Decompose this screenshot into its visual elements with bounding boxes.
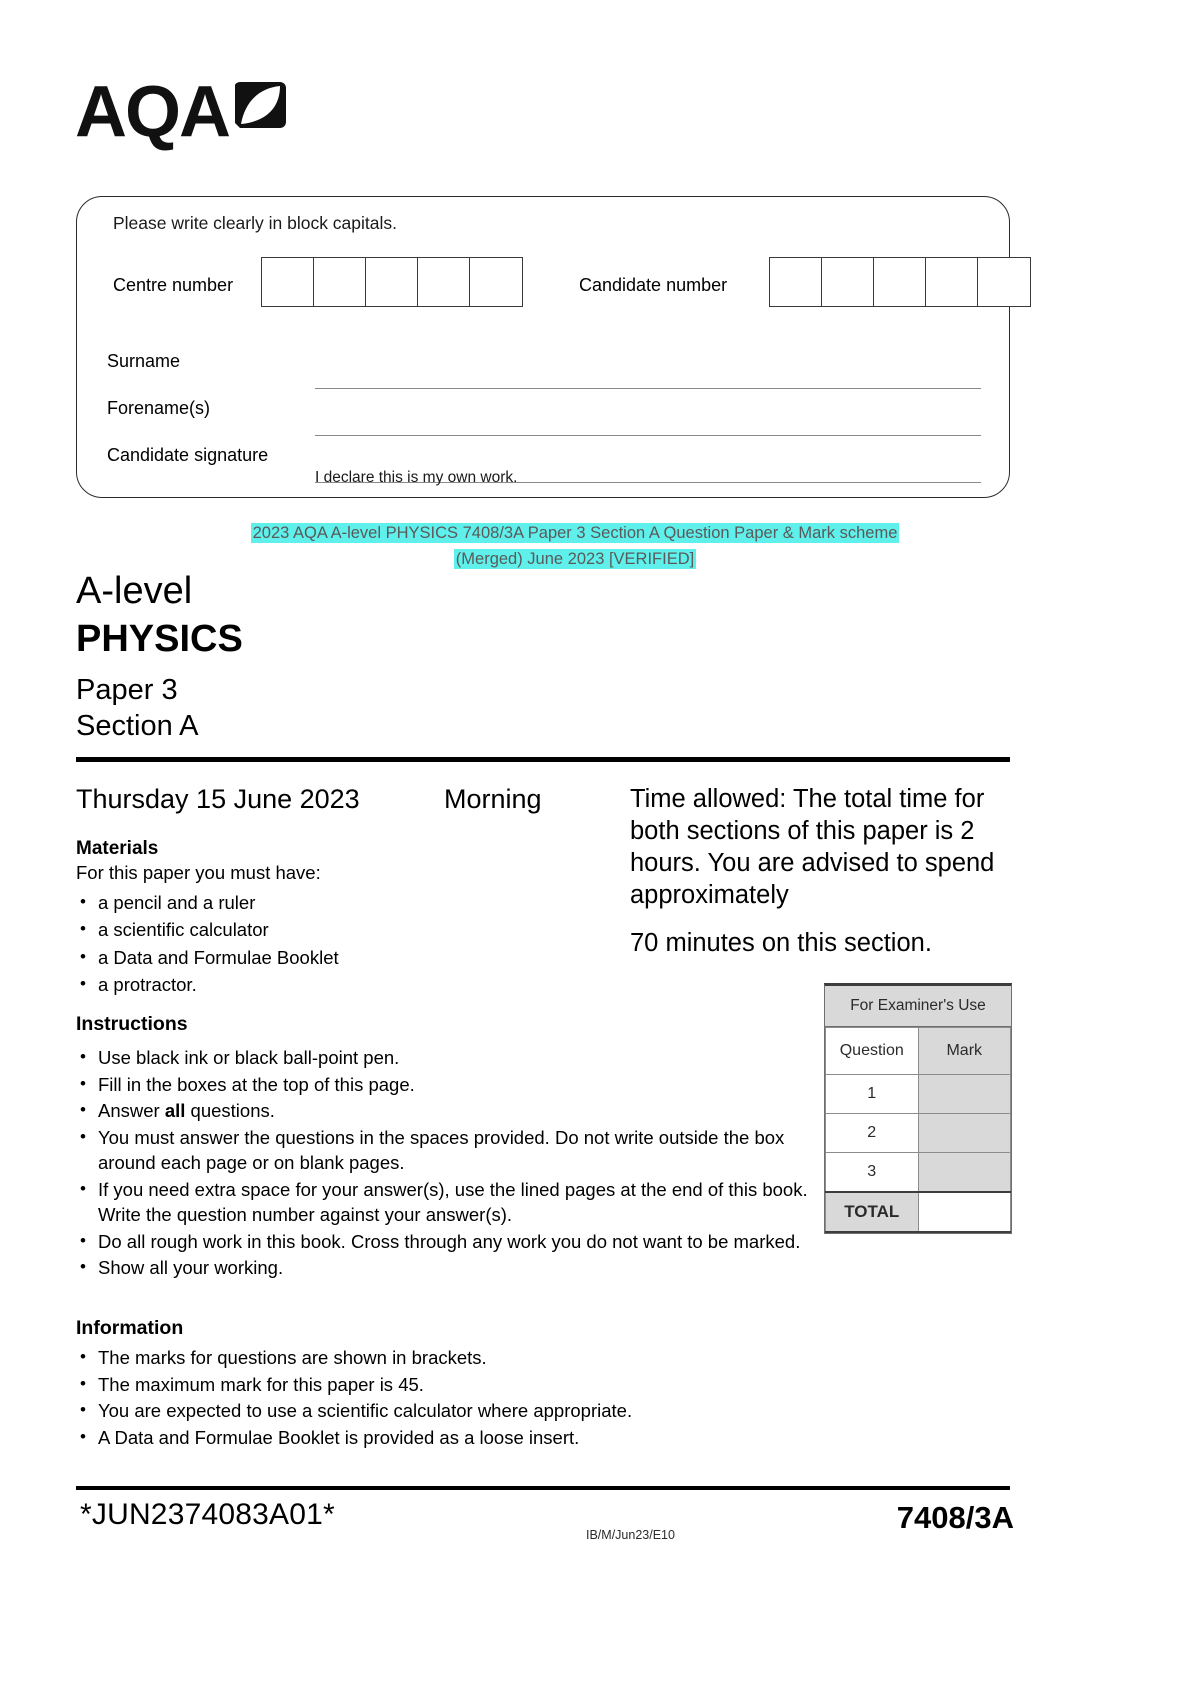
paper-label: Paper 3 xyxy=(76,674,178,706)
forenames-row xyxy=(77,392,1009,438)
list-item: • Show all your working. xyxy=(76,1255,816,1281)
watermark-line-1: 2023 AQA A-level PHYSICS 7408/3A Paper 3 Section A Question Paper & Mark scheme xyxy=(252,524,898,542)
signature-row xyxy=(77,439,1009,485)
time-allowed-section: 70 minutes on this section. xyxy=(630,928,932,957)
centre-number-cell[interactable] xyxy=(366,258,418,306)
list-item: • Fill in the boxes at the top of this page. xyxy=(76,1072,816,1098)
qualification-level: A-level xyxy=(76,570,193,612)
list-item: • You are expected to use a scientific calculator where appropriate. xyxy=(76,1398,816,1424)
time-allowed xyxy=(630,784,1012,959)
candidate-number-cell[interactable] xyxy=(978,258,1030,306)
section-label: Section A xyxy=(76,710,199,742)
list-item: • A Data and Formulae Booklet is provided as a loose insert. xyxy=(76,1425,816,1451)
centre-number-cell[interactable] xyxy=(418,258,470,306)
candidate-number-cell[interactable] xyxy=(926,258,978,306)
list-item: • If you need extra space for your answer(s), use the lined pages at the end of this book. Write the question number against your answer(s). xyxy=(76,1177,816,1228)
block-capitals-instruction: Please write clearly in block capitals. xyxy=(113,213,398,233)
mark-entry-cell[interactable] xyxy=(918,1153,1011,1193)
paper-code: 7408/3A xyxy=(896,1500,1014,1535)
examiner-table-title: For Examiner's Use xyxy=(825,986,1011,1027)
aqa-logo xyxy=(75,72,287,152)
declaration-text: I declare this is my own work. xyxy=(315,469,518,486)
exam-session: Morning xyxy=(444,784,542,814)
time-allowed-main: Time allowed: The total time for both sections of this paper is 2 hours. You are advised to spend approximately xyxy=(630,785,995,909)
question-number-cell: 1 xyxy=(826,1075,919,1114)
candidate-number-cell[interactable] xyxy=(822,258,874,306)
list-item: • a scientific calculator xyxy=(76,917,506,943)
watermark-line-2: (Merged) June 2023 [VERIFIED] xyxy=(455,549,695,568)
centre-number-cell[interactable] xyxy=(314,258,366,306)
barcode-text: *JUN2374083A01* xyxy=(80,1498,335,1531)
information-list xyxy=(76,1345,816,1451)
candidate-number-label: Candidate number xyxy=(579,275,728,295)
marks-table-row xyxy=(826,1153,1011,1193)
list-item: • a Data and Formulae Booklet xyxy=(76,945,506,971)
question-number-cell: 2 xyxy=(826,1114,919,1153)
examiner-use-table xyxy=(824,983,1012,1234)
footer-divider xyxy=(76,1486,1010,1490)
list-item: • The marks for questions are shown in brackets. xyxy=(76,1345,816,1371)
list-item: • Do all rough work in this book. Cross through any work you do not want to be marked. xyxy=(76,1229,816,1255)
highlighted-watermark xyxy=(150,521,1000,572)
total-label: TOTAL xyxy=(826,1192,919,1232)
candidate-number-cell[interactable] xyxy=(770,258,822,306)
candidate-details-box xyxy=(76,196,1010,498)
centre-number-cell[interactable] xyxy=(470,258,522,306)
marks-table xyxy=(825,1027,1011,1233)
exam-date: Thursday 15 June 2023 xyxy=(76,784,360,814)
surname-input[interactable] xyxy=(315,388,981,389)
subject-title: PHYSICS xyxy=(76,618,243,660)
forenames-input[interactable] xyxy=(315,435,981,436)
list-item: • The maximum mark for this paper is 45. xyxy=(76,1372,816,1398)
aqa-logo-text: AQA xyxy=(75,72,229,152)
candidate-signature-label: Candidate signature xyxy=(107,445,269,465)
marks-table-row xyxy=(826,1075,1011,1114)
mark-entry-cell[interactable] xyxy=(918,1075,1011,1114)
question-number-cell: 3 xyxy=(826,1153,919,1193)
forenames-label: Forename(s) xyxy=(107,398,211,418)
surname-label: Surname xyxy=(107,351,181,371)
materials-subheading: For this paper you must have: xyxy=(76,862,321,883)
mark-entry-cell[interactable] xyxy=(918,1114,1011,1153)
centre-number-input[interactable] xyxy=(261,257,523,307)
marks-table-row xyxy=(826,1114,1011,1153)
ib-code: IB/M/Jun23/E10 xyxy=(586,1528,675,1542)
centre-number-label: Centre number xyxy=(113,275,234,295)
header-divider xyxy=(76,757,1010,762)
total-mark-cell[interactable] xyxy=(918,1192,1011,1232)
candidate-number-cell[interactable] xyxy=(874,258,926,306)
instructions-heading: Instructions xyxy=(76,1013,188,1035)
leaf-mark-icon xyxy=(235,80,287,137)
list-item: • a pencil and a ruler xyxy=(76,890,506,916)
column-header-question: Question xyxy=(826,1028,919,1075)
information-heading: Information xyxy=(76,1317,184,1339)
number-row xyxy=(77,257,1009,317)
list-item: • You must answer the questions in the spaces provided. Do not write outside the box around each page or on blank pages. xyxy=(76,1125,816,1176)
marks-table-total-row xyxy=(826,1192,1011,1232)
marks-table-header-row xyxy=(826,1028,1011,1075)
list-item: • a protractor. xyxy=(76,972,506,998)
materials-heading: Materials xyxy=(76,838,159,859)
surname-row xyxy=(77,345,1009,391)
instructions-list xyxy=(76,1045,816,1282)
candidate-number-input[interactable] xyxy=(769,257,1031,307)
centre-number-cell[interactable] xyxy=(262,258,314,306)
list-item: • Use black ink or black ball-point pen. xyxy=(76,1045,816,1071)
materials-list xyxy=(76,890,506,999)
column-header-mark: Mark xyxy=(918,1028,1011,1075)
list-item: • Answer all questions. xyxy=(76,1098,816,1124)
